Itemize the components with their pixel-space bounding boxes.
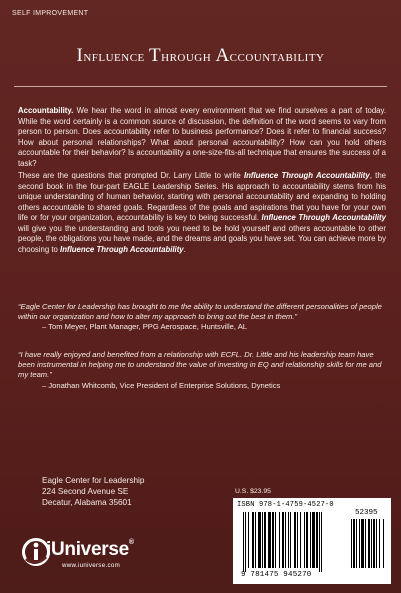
blurb-p1-text: We hear the word in almost every environment that we find ourselves a part of today. While the word certainly is a common source of discussion, the definition of the word seems to vary from person to person. Does accountability refer to business performance? Does it refer to financial success? How about personal relationships? What about personal accountability? How can you hold others accountable for their behavior? Is accountability a one-size-fits-all technique that ensures the success of a task? xyxy=(18,106,386,168)
title-cap-1: I xyxy=(76,45,84,66)
publisher-address xyxy=(42,475,144,508)
book-title xyxy=(0,45,401,67)
testimonial-1 xyxy=(18,302,386,333)
iuniverse-logo xyxy=(22,535,172,575)
testimonial-1-attribution: – Tom Meyer, Plant Manager, PPG Aerospace, Huntsville, AL xyxy=(42,322,247,332)
blurb-p2-title: Influence Through Accountability xyxy=(243,171,370,180)
title-cap-2: T xyxy=(149,45,162,66)
testimonial-2-text: “I have really enjoyed and benefited from a relationship with ECFL. Dr. Little and his leadership team have been instrumental in helping me to understand the value of investing in EQ and relationship skills for me and my team.” xyxy=(18,350,382,380)
blurb-p2-title-3: Influence Through Accountability xyxy=(60,244,184,254)
testimonial-2 xyxy=(18,350,386,391)
blurb-p2-title-2: Influence Through Accountability xyxy=(261,213,386,222)
blurb-paragraph-1 xyxy=(18,106,386,169)
title-divider xyxy=(14,86,387,87)
blurb-p2-d: . xyxy=(183,244,186,254)
testimonial-2-attribution: – Jonathan Whitcomb, Vice President of Enterprise Solutions, Dynetics xyxy=(42,380,281,390)
blurb-p2-c: will give you the understanding and tools you need to be hold yourself and others accountable to other people, the obligations you have made, and the dreams and goals you have set. You can achieve more by choosing to xyxy=(18,223,386,254)
blurb-p2-a: These are the questions that prompted Dr. Larry Little to write xyxy=(18,171,244,180)
blurb-p2-b: , the second book in the four-part EAGLE Leadership Series. His approach to accountability stems from his unique understanding of human behavior, starting with personal accountability and expanding to holding others accountable to shared goals. Regardless of the goals and aspirations that you have for your own life or for your organization, accountability is key to being successful. xyxy=(18,171,387,222)
testimonial-1-text: “Eagle Center for Leadership has brought to me the ability to understand the different personalities of people within our organization and how to alter my approach to bring out the best in them.” xyxy=(18,302,382,322)
publisher-url: www.iuniverse.com xyxy=(62,562,121,569)
blurb-paragraph-2 xyxy=(18,171,386,255)
barcode-digits: 9 781475 945270 xyxy=(241,571,312,579)
blurb-lead-word: Accountability. xyxy=(18,106,74,115)
category-label: SELF IMPROVEMENT xyxy=(12,10,89,17)
address-line-3: Decatur, Alabama 35601 xyxy=(42,498,132,507)
address-line-1: Eagle Center for Leadership xyxy=(42,476,145,485)
isbn-barcode xyxy=(233,498,391,584)
isbn-number: ISBN 978-1-4759-4527-0 xyxy=(237,501,334,509)
title-rest-3: ccountability xyxy=(229,49,325,65)
iuniverse-wordmark: iUniverse® xyxy=(46,539,134,560)
title-cap-3: A xyxy=(215,45,230,66)
barcode-addon-digits: 52395 xyxy=(355,509,378,517)
address-line-2: 224 Second Avenue SE xyxy=(42,487,129,496)
title-rest-1: nfluence xyxy=(83,49,145,65)
title-rest-2: hrough xyxy=(161,49,212,65)
price-label: U.S. $23.95 xyxy=(235,488,271,495)
